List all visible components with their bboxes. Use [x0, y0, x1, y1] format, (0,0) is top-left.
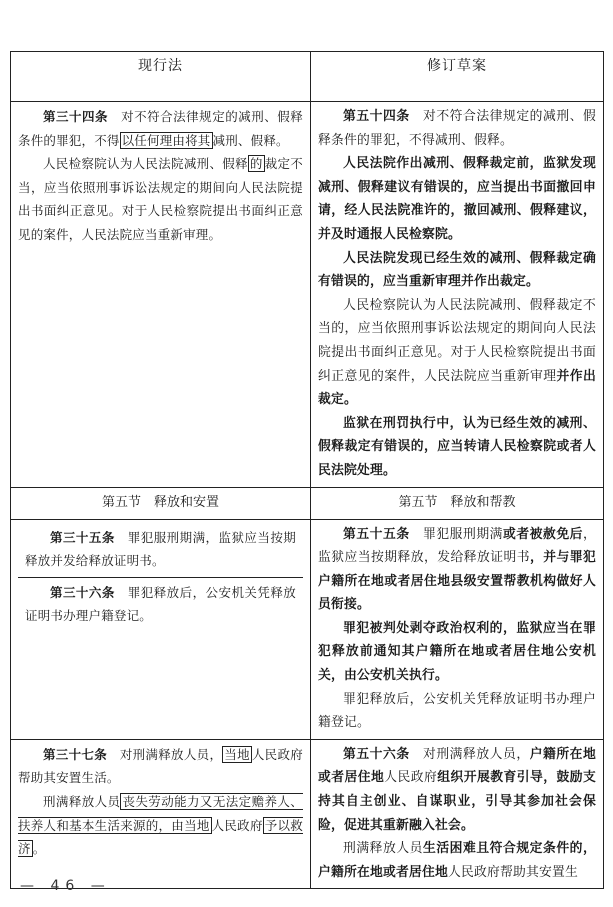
text: 人民政府帮助其安置生活。 [18, 746, 303, 786]
added-text: 生活困难且符合规定条件的，户籍所在地或者居住地 [318, 841, 596, 880]
paragraph [18, 790, 303, 861]
boxed-deleted-text: 予以救济 [18, 817, 303, 857]
sub-cell-art35 [18, 523, 303, 577]
header-current-law: 现行法 [11, 52, 311, 102]
paragraph [25, 581, 296, 628]
paragraph [18, 105, 303, 152]
paragraph-new: 监狱在刑罚执行中，认为已经生效的减刑、假释裁定有错误的，应当转请人民检察院或者人民法院处理。 [318, 415, 596, 478]
page-number: — 46 — [20, 878, 111, 894]
text: 罪犯释放后，公安机关凭释放证明书办理户籍登记。 [25, 584, 296, 624]
paragraph [318, 523, 596, 617]
row-article-37 [11, 739, 604, 889]
paragraph [318, 294, 596, 412]
article-number: 第五十五条 [343, 526, 410, 542]
paragraph [318, 837, 596, 884]
article-number: 第五十四条 [343, 109, 410, 124]
article-number: 第五十六条 [343, 746, 410, 762]
text: 对不符合法律规定的减刑、假释条件的罪犯，不得 [18, 109, 303, 148]
sub-cell-art36 [18, 577, 303, 632]
text: 罪犯服刑期满 [423, 526, 504, 542]
boxed-deleted-text: 的 [249, 156, 263, 172]
text: 人民检察院认为人民法院减刑、假释 [43, 156, 248, 172]
cell-current-art34 [11, 102, 311, 488]
paragraph-new: 罪犯被判处剥夺政治权利的，监狱应当在罪犯释放前通知其户籍所在地或者居住地公安机关，由公安机关执行。 [318, 620, 596, 684]
text: 裁定不当，应当依照刑事诉讼法规定的期间向人民法院提出书面纠正意见。对于人民检察院提出书面纠正意见的案件，人民法院应当重新审理。 [18, 156, 303, 242]
text: 对刑满释放人员， [423, 746, 530, 762]
boxed-deleted-text: 当地 [224, 746, 250, 762]
text: 减刑、假释。 [212, 132, 289, 148]
header-row [11, 52, 604, 102]
section-row [11, 487, 604, 519]
added-text: 组织开展教育引导，鼓励支持其自主创业、自谋职业，引导其参加社会保险，促进其重新融入社会。 [318, 770, 596, 833]
text: 。 [32, 841, 46, 857]
added-text: 户籍所在地或者居住地 [318, 746, 597, 786]
text: ，监狱应当按期释放，发给释放证明书 [318, 526, 597, 566]
text: 刑满释放人员 [343, 841, 423, 857]
added-text: ，并与罪犯户籍所在地或者居住地县级安置帮教机构做好人员衔接。 [318, 550, 596, 613]
article-number: 第三十五条 [50, 529, 115, 545]
boxed-deleted-text: 丧失劳动能力又无法定赡养人、扶养人和基本生活来源的，由当地 [18, 794, 303, 833]
text: 人民检察院认为人民法院减刑、假释裁定不当的，应当依照刑事诉讼法规定的期间向人民法院提出书面纠正意见。对于人民检察院提出书面纠正意见的案件，人民法院应当重新审理 [318, 297, 596, 384]
article-number: 第三十七条 [43, 746, 108, 762]
paragraph [318, 105, 596, 152]
article-number: 第三十六条 [50, 584, 115, 600]
paragraph [25, 526, 296, 573]
paragraph: 罪犯释放后，公安机关凭释放证明书办理户籍登记。 [318, 691, 596, 731]
paragraph [18, 152, 303, 246]
boxed-deleted-text: 以任何理由将其 [121, 132, 211, 148]
cell-draft-art55 [311, 519, 604, 739]
text: 对刑满释放人员， [119, 746, 223, 762]
section-title-current: 第五节 释放和安置 [11, 487, 311, 519]
paragraph [318, 743, 596, 837]
text: 对不符合法律规定的减刑、假释条件的罪犯，不得减刑、假释。 [318, 109, 597, 148]
row-article-34 [11, 102, 604, 488]
text: 人民政府帮助其安置生 [447, 864, 578, 880]
added-text: 并作出裁定。 [318, 368, 596, 408]
article-number: 第三十四条 [43, 109, 109, 124]
cell-draft-art56 [311, 739, 604, 889]
paragraph [18, 743, 303, 790]
section-title-draft: 第五节 释放和帮教 [311, 487, 604, 519]
cell-draft-art54 [311, 102, 604, 488]
text: 刑满释放人员 [43, 794, 121, 810]
cell-current-art37 [11, 739, 311, 889]
row-article-35-36 [11, 519, 604, 739]
text: 人民政府 [211, 817, 263, 833]
text: 罪犯服刑期满，监狱应当按期释放并发给释放证明书。 [25, 529, 296, 569]
added-text: 或者被赦免后 [503, 526, 584, 542]
header-draft-revision: 修订草案 [311, 52, 604, 102]
cell-current-art35-36 [11, 519, 311, 739]
paragraph-new: 人民法院作出减刑、假释裁定前，监狱发现减刑、假释建议有错误的，应当提出书面撤回申请，经人民法院准许的，撤回减刑、假释建议，并及时通报人民检察院。 [318, 156, 596, 242]
paragraph-new: 人民法院发现已经生效的减刑、假释裁定确有错误的，应当重新审理并作出裁定。 [318, 250, 596, 290]
comparison-table [10, 51, 604, 889]
text: 人民政府 [384, 770, 438, 786]
